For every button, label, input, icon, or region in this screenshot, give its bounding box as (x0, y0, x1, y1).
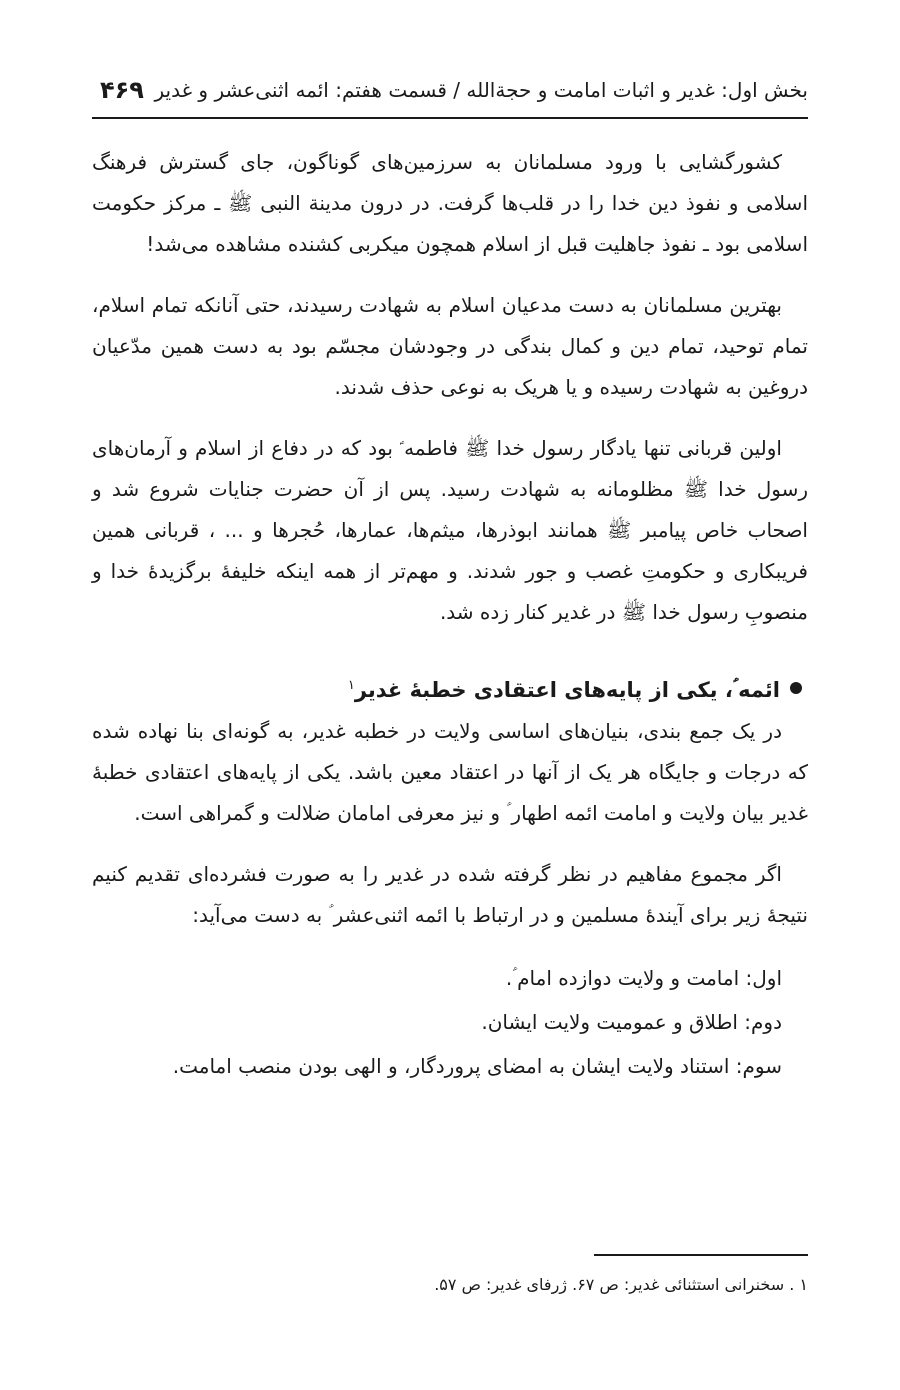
list-item: اول: امامت و ولایت دوازده امام ؑ. (505, 966, 782, 990)
page-header (92, 70, 808, 110)
paragraph: کشورگشایی با ورود مسلمانان به سرزمین‌های گوناگون، جای گسترش فرهنگ اسلامی و نفوذ دین خدا را در قلب‌ها گرفت. در درون مدینة النبی ﷺ ـ مرکز حکومت اسلامی بود ـ نفوذ جاهلیت قبل از اسلام همچون میکربی کشنده مشاهده می‌شد! (92, 150, 808, 256)
section-heading (92, 667, 808, 709)
paragraph: بهترین مسلمانان به دست مدعیان اسلام به شهادت رسیدند، حتی آنانکه تمام اسلام، تمام توحید، تمام دین و کمال بندگی در وجودشان مجسّم بود به دست همین مدّعیان دروغین به شهادت رسیده و یا هریک به نوعی حذف شدند. (92, 293, 808, 399)
running-title: بخش اول: غدیر و اثبات امامت و حجةالله / قسمت هفتم: ائمه اثنی‌عشر و غدیر (154, 78, 808, 102)
section-heading-label: ائمه ؑ، یکی از پایه‌های اعتقادی خطبهٔ غدیر (354, 678, 780, 702)
section-heading-text (348, 667, 780, 709)
bullet-icon (790, 682, 802, 694)
footnote-marker: ۱ (347, 678, 355, 693)
enumerated-list (92, 956, 808, 1088)
book-page (92, 0, 808, 1390)
header-rule (92, 117, 808, 119)
paragraph: اگر مجموع مفاهیم در نظر گرفته شده در غدیر را به صورت فشرده‌ای تقدیم کنیم نتیجهٔ زیر برای آیندهٔ مسلمین و در ارتباط با ائمه اثنی‌عشر ؑ به دست می‌آید: (92, 862, 808, 927)
paragraph: اولین قربانی تنها یادگار رسول خدا ﷺ فاطمه ؑ بود که در دفاع از اسلام و آرمان‌های رسول خدا ﷺ مظلومانه به شهادت رسید. پس از آن حضرت جنایات شروع شد و اصحاب خاص پیامبر ﷺ همانند ابوذرها، میثم‌ها، عمارها، حُجرها و ... ، قربانی همین فریبکاری و حکومتِ غصب و جور شدند. و مهم‌تر از همه اینکه خلیفهٔ برگزیدهٔ خدا و منصوبِ رسول خدا ﷺ در غدیر کنار زده شد. (92, 436, 808, 624)
page-number: ۴۶۹ (100, 76, 144, 104)
footnote: ۱ . سخنرانی استثنائی غدیر: ص ۶۷. ژرفای غدیر: ص ۵۷. (434, 1275, 808, 1294)
footnote-rule (594, 1254, 808, 1256)
paragraph: در یک جمع بندی، بنیان‌های اساسی ولایت در خطبه غدیر، به گونه‌ای بنا نهاده شده که درجات و جایگاه هر یک از آنها در اعتقاد معین باشد. یکی از پایه‌های اعتقادی خطبهٔ غدیر بیان ولایت و امامت ائمه اطهار ؑ و نیز معرفی امامان ضلالت و گمراهی است. (92, 719, 808, 825)
list-item: سوم: استناد ولایت ایشان به امضای پروردگار، و الهی بودن منصب امامت. (172, 1054, 782, 1078)
list-item: دوم: اطلاق و عمومیت ولایت ایشان. (481, 1010, 782, 1034)
body-text (92, 142, 808, 1088)
